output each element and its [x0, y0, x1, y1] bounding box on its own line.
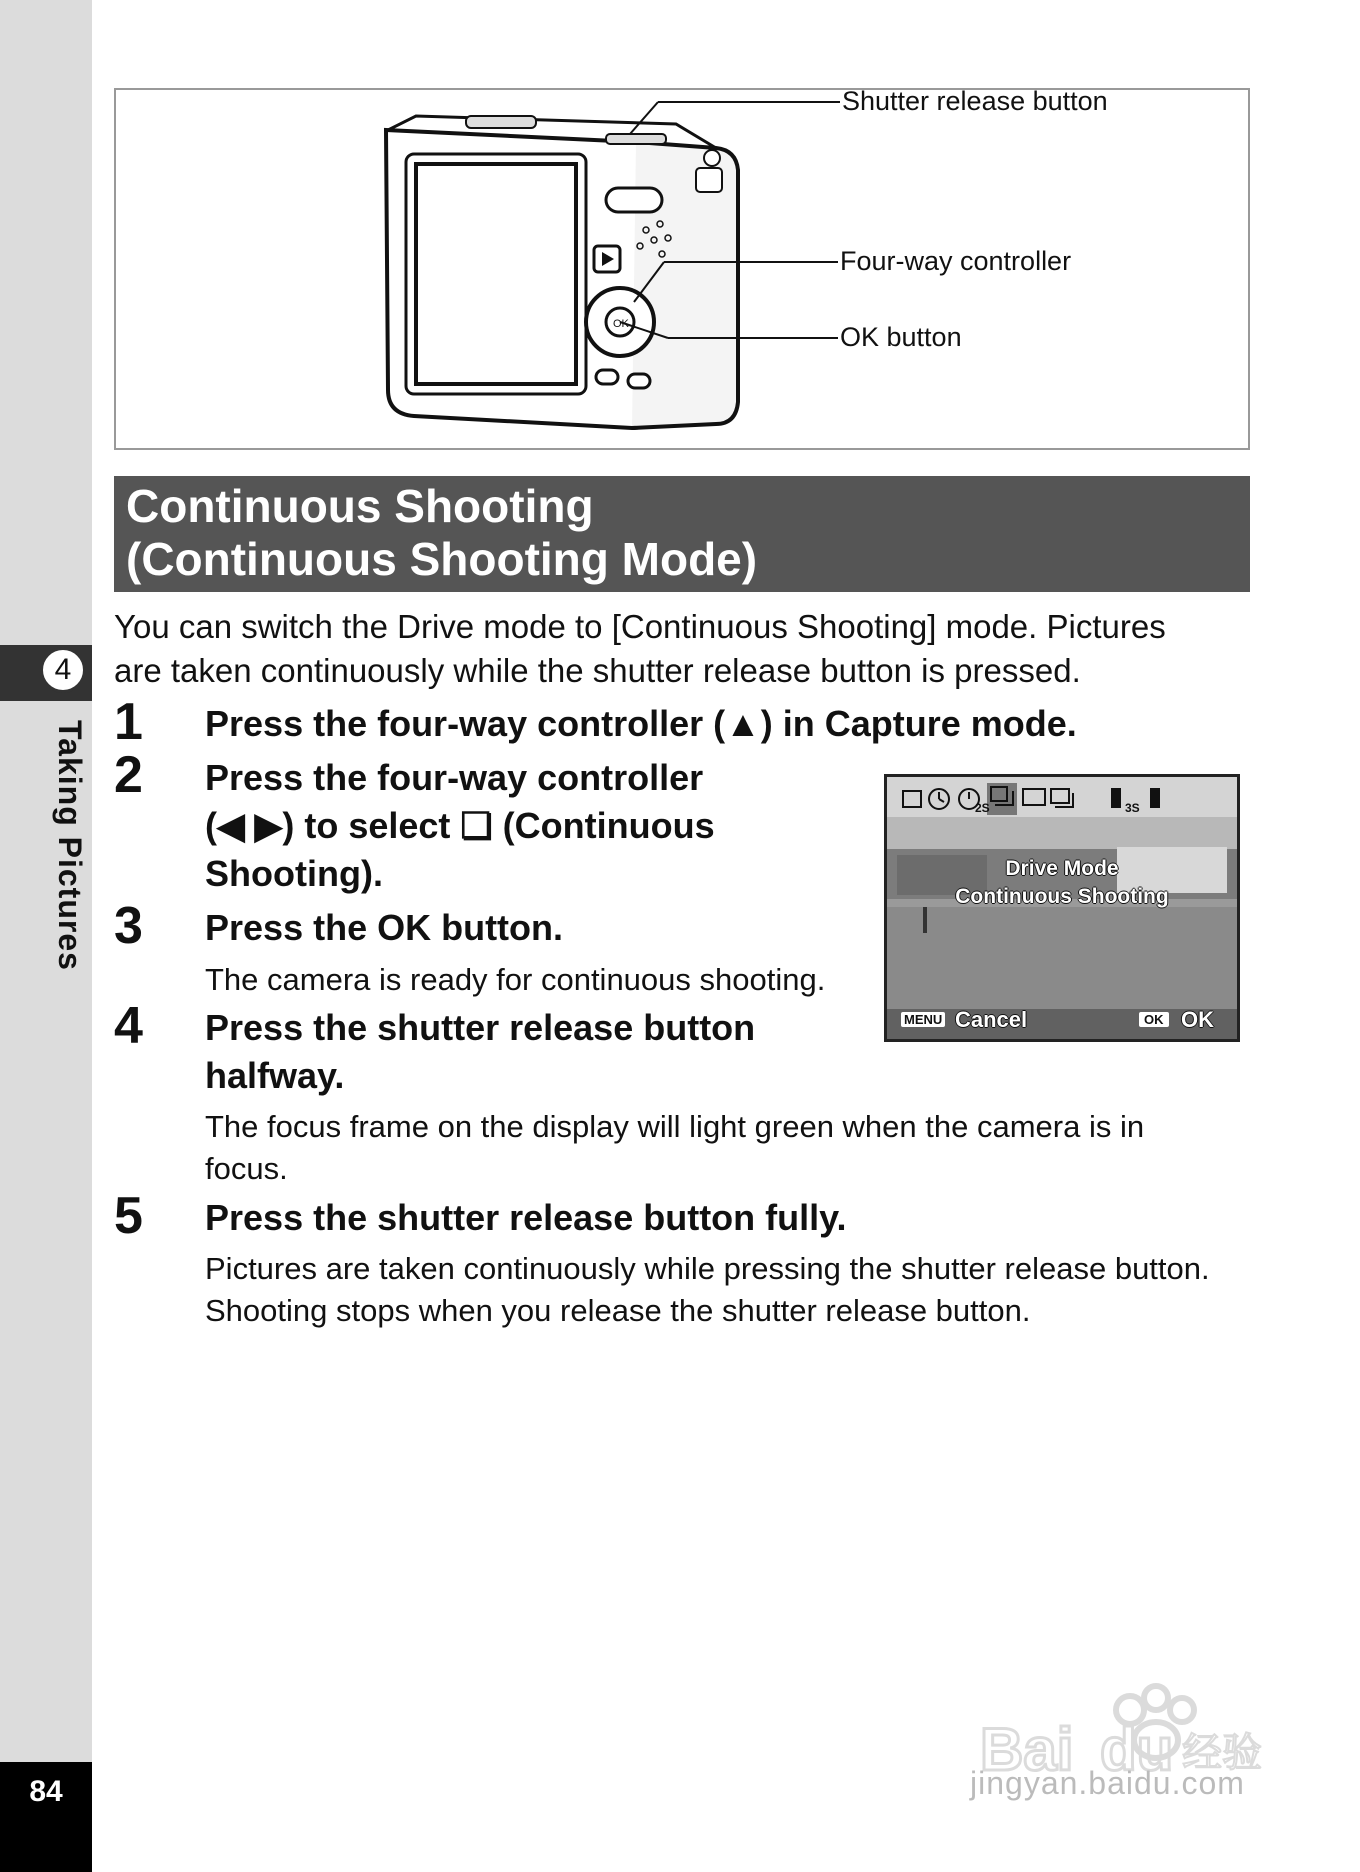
step-title: Press the OK button. [205, 907, 564, 948]
step-description-line: focus. [205, 1151, 288, 1186]
intro-line2: are taken continuously while the shutter release button is pressed. [114, 652, 1081, 689]
section-heading [114, 476, 1250, 592]
step-description: The camera is ready for continuous shooting. [205, 962, 826, 997]
step-number: 2 [114, 746, 143, 804]
camera-illustration [116, 90, 1248, 448]
lcd-cancel-label: Cancel [955, 1007, 1028, 1032]
svg-text:Bai: Bai [980, 1716, 1074, 1783]
step-description-line: The focus frame on the display will light green when the camera is in [205, 1109, 1145, 1144]
step-title: Press the four-way controller (▲) in Capture mode. [205, 703, 1077, 744]
lcd-icon-2s: 2S [975, 801, 990, 815]
step-title-line: Shooting). [205, 853, 383, 894]
section-title-line1: Continuous Shooting [126, 480, 594, 532]
watermark-url: jingyan.baidu.com [970, 1765, 1245, 1801]
step-description-line: Pictures are taken continuously while pressing the shutter release button. [205, 1251, 1210, 1286]
chapter-number: 4 [40, 647, 86, 693]
lcd-ok-label: OK [1181, 1007, 1214, 1032]
step-description-line: Shooting stops when you release the shutter release button. [205, 1293, 1031, 1328]
step-number: 1 [114, 693, 143, 751]
step-title [205, 1004, 755, 1100]
callout-ok-button: OK button [840, 322, 962, 352]
step-number: 5 [114, 1187, 143, 1245]
lcd-icon-3s: 3S [1125, 801, 1140, 815]
intro-line1: You can switch the Drive mode to [Continuous Shooting] mode. Pictures [114, 608, 1166, 645]
svg-text:OK: OK [613, 318, 629, 330]
page-number: 84 [29, 1775, 63, 1808]
step-title-line: halfway. [205, 1055, 345, 1096]
step-title-line: (◀ ▶) to select ❏ (Continuous [205, 805, 715, 846]
lcd-menu-key: MENU [901, 1012, 945, 1027]
step-title-line: Press the four-way controller [205, 757, 704, 798]
step-title-line: Press the shutter release button [205, 1007, 756, 1048]
svg-text:du: du [1100, 1716, 1174, 1783]
step-description [205, 1248, 1210, 1332]
lcd-menu-heading: Drive Mode [1005, 857, 1119, 880]
step-title [205, 754, 715, 898]
callout-four-way-controller: Four-way controller [840, 246, 1072, 276]
shutter-button-drawing [606, 134, 666, 144]
lcd-menu-value: Continuous Shooting [955, 885, 1169, 908]
lcd-screen-drive-mode [884, 774, 1240, 1042]
chapter-title: Taking Pictures [52, 720, 88, 971]
callout-shutter-release: Shutter release button [842, 86, 1108, 116]
svg-text:经验: 经验 [1182, 1731, 1262, 1775]
step-number: 4 [114, 997, 143, 1055]
step-description [205, 1106, 1144, 1190]
section-title-line2: (Continuous Shooting Mode) [126, 533, 758, 585]
lcd-ok-key: OK [1139, 1012, 1169, 1027]
step-number: 3 [114, 897, 143, 955]
intro-paragraph [114, 605, 1264, 693]
camera-figure [114, 88, 1250, 450]
step-title: Press the shutter release button fully. [205, 1197, 847, 1238]
